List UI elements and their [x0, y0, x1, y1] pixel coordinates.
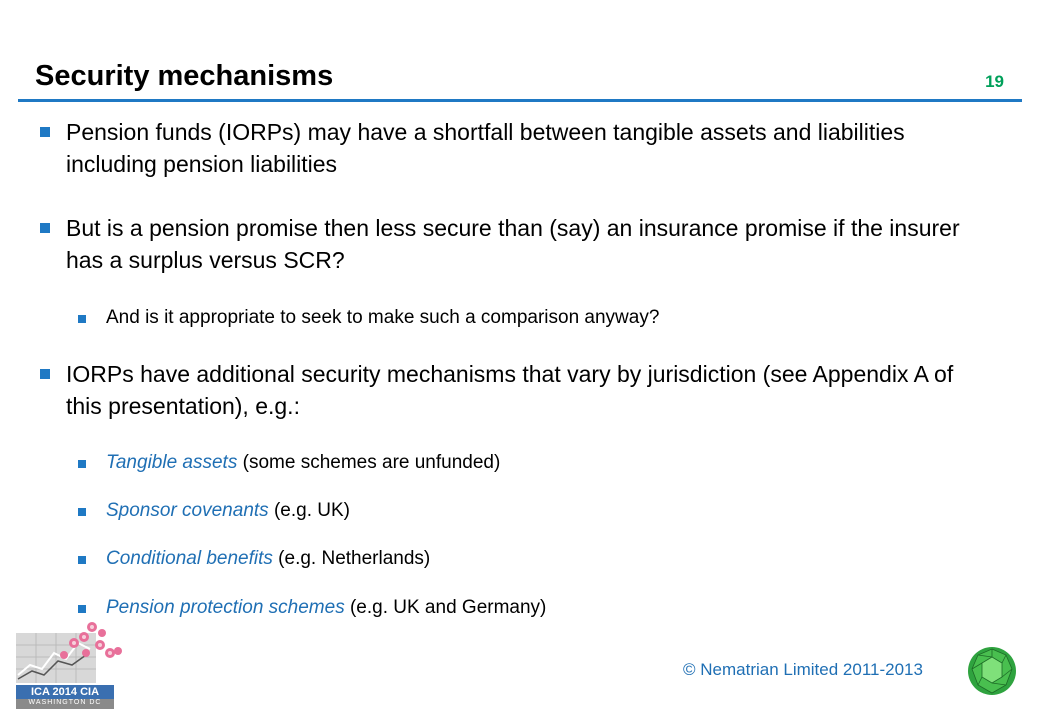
bullet-marker — [40, 369, 50, 379]
sub-bullet-marker — [78, 605, 86, 613]
sub-bullet-mechanism — [106, 546, 986, 572]
sub-bullet-2a — [106, 305, 986, 331]
bullet-1 — [66, 116, 986, 180]
sub-bullet-mechanism — [106, 498, 986, 524]
sub-bullet-text: And is it appropriate to seek to make such a comparison anyway? — [106, 307, 660, 328]
sub-bullet-marker — [78, 508, 86, 516]
nematrian-logo — [966, 645, 1018, 697]
mechanism-note: (e.g. UK and Germany) — [344, 597, 547, 618]
mechanism-note: (e.g. Netherlands) — [272, 548, 431, 569]
page-number: 19 — [985, 72, 1004, 91]
ica-2014-logo — [14, 615, 126, 711]
bullet-marker — [40, 127, 50, 137]
sub-bullet-mechanism — [106, 595, 986, 621]
bullet-3 — [66, 358, 986, 422]
sub-bullet-marker — [78, 460, 86, 468]
title-divider — [18, 99, 1022, 102]
copyright-footer: © Nematrian Limited 2011-2013 — [683, 660, 923, 679]
mechanism-note: (e.g. UK) — [268, 500, 350, 521]
ica-logo-subtext: WASHINGTON DC — [28, 699, 102, 706]
sub-bullet-mechanism — [106, 450, 986, 476]
sub-bullet-marker — [78, 315, 86, 323]
bullet-text: But is a pension promise then less secure than (say) an insurance promise if the insurer has a surplus versus SCR? — [66, 215, 960, 273]
bullet-2 — [66, 212, 986, 276]
mechanism-term: Sponsor covenants — [106, 500, 269, 521]
bullet-text: Pension funds (IORPs) may have a shortfall between tangible assets and liabilities including pension liabilities — [66, 119, 905, 177]
bullet-text: IORPs have additional security mechanisms that vary by jurisdiction (see Appendix A of this presentation), e.g.: — [66, 361, 954, 419]
mechanism-term: Conditional benefits — [106, 548, 273, 569]
ica-logo-text: ICA 2014 CIA — [30, 686, 100, 698]
mechanism-term: Tangible assets — [106, 452, 238, 473]
mechanism-note: (some schemes are unfunded) — [237, 452, 501, 473]
bullet-marker — [40, 223, 50, 233]
mechanism-term: Pension protection schemes — [106, 597, 345, 618]
sub-bullet-marker — [78, 556, 86, 564]
page-title: Security mechanisms — [35, 60, 334, 92]
green-sphere-icon — [966, 645, 1018, 697]
